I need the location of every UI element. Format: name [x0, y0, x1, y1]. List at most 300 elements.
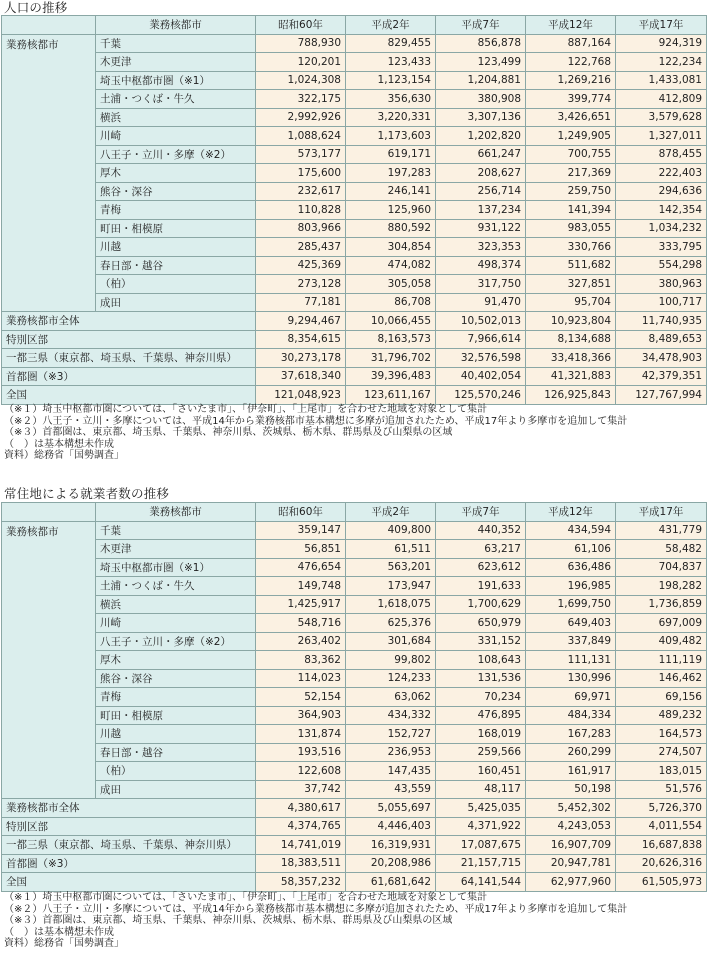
table-row — [2, 688, 707, 707]
value-cell: 704,837 — [616, 558, 707, 577]
value-cell: 17,087,675 — [436, 836, 526, 855]
table-row — [2, 90, 707, 109]
value-cell: 880,592 — [346, 219, 436, 238]
header-row — [2, 16, 707, 35]
value-cell: 440,352 — [436, 521, 526, 540]
header-cell: 業務核都市 — [96, 503, 256, 522]
header-cell: 平成2年 — [346, 503, 436, 522]
value-cell: 285,437 — [256, 238, 346, 257]
value-cell: 152,727 — [346, 725, 436, 744]
value-cell: 77,181 — [256, 293, 346, 312]
value-cell: 222,403 — [616, 164, 707, 183]
city-name: 土浦・つくば・牛久 — [96, 90, 256, 109]
value-cell: 983,055 — [526, 219, 616, 238]
city-name: 千葉 — [96, 521, 256, 540]
value-cell: 697,009 — [616, 614, 707, 633]
value-cell: 52,154 — [256, 688, 346, 707]
value-cell: 1,700,629 — [436, 595, 526, 614]
value-cell: 232,617 — [256, 182, 346, 201]
value-cell: 304,854 — [346, 238, 436, 257]
value-cell: 3,307,136 — [436, 108, 526, 127]
city-name: 千葉 — [96, 34, 256, 53]
value-cell: 337,849 — [526, 632, 616, 651]
table-row — [2, 201, 707, 220]
value-cell: 130,996 — [526, 669, 616, 688]
value-cell: 14,741,019 — [256, 836, 346, 855]
total-row — [2, 799, 707, 818]
value-cell: 91,470 — [436, 293, 526, 312]
value-cell: 32,576,598 — [436, 349, 526, 368]
city-name: 春日部・越谷 — [96, 256, 256, 275]
table-row — [2, 145, 707, 164]
value-cell: 294,636 — [616, 182, 707, 201]
value-cell: 16,907,709 — [526, 836, 616, 855]
value-cell: 141,394 — [526, 201, 616, 220]
value-cell: 167,283 — [526, 725, 616, 744]
value-cell: 208,627 — [436, 164, 526, 183]
city-name: 春日部・越谷 — [96, 743, 256, 762]
value-cell: 16,319,931 — [346, 836, 436, 855]
city-name: 川越 — [96, 238, 256, 257]
value-cell: 39,396,483 — [346, 367, 436, 386]
value-cell: 1,249,905 — [526, 127, 616, 146]
header-cell: 平成12年 — [526, 503, 616, 522]
value-cell: 56,851 — [256, 540, 346, 559]
value-cell: 122,608 — [256, 762, 346, 781]
city-name: 厚木 — [96, 164, 256, 183]
value-cell: 1,202,820 — [436, 127, 526, 146]
city-name: 川崎 — [96, 127, 256, 146]
value-cell: 3,579,628 — [616, 108, 707, 127]
total-row — [2, 836, 707, 855]
header-blank — [2, 16, 96, 35]
table-row — [2, 762, 707, 781]
footnote: （ ）は基本構想未作成 — [4, 438, 114, 450]
table-row — [2, 725, 707, 744]
table-row — [2, 34, 707, 53]
value-cell: 5,055,697 — [346, 799, 436, 818]
value-cell: 498,374 — [436, 256, 526, 275]
value-cell: 625,376 — [346, 614, 436, 633]
total-name: 全国 — [2, 873, 256, 892]
value-cell: 108,643 — [436, 651, 526, 670]
value-cell: 511,682 — [526, 256, 616, 275]
value-cell: 8,354,615 — [256, 330, 346, 349]
value-cell: 3,220,331 — [346, 108, 436, 127]
value-cell: 48,117 — [436, 780, 526, 799]
value-cell: 100,717 — [616, 293, 707, 312]
value-cell: 62,977,960 — [526, 873, 616, 892]
value-cell: 364,903 — [256, 706, 346, 725]
footnote: 資料）総務省「国勢調査」 — [4, 938, 124, 950]
value-cell: 7,966,614 — [436, 330, 526, 349]
value-cell: 111,119 — [616, 651, 707, 670]
value-cell: 20,626,316 — [616, 854, 707, 873]
value-cell: 173,947 — [346, 577, 436, 596]
value-cell: 661,247 — [436, 145, 526, 164]
employment-title: 常住地による就業者数の推移 — [4, 486, 170, 501]
total-name: 特別区部 — [2, 817, 256, 836]
value-cell: 18,383,511 — [256, 854, 346, 873]
table-row — [2, 632, 707, 651]
table-row — [2, 595, 707, 614]
value-cell: 327,851 — [526, 275, 616, 294]
value-cell: 260,299 — [526, 743, 616, 762]
value-cell: 50,198 — [526, 780, 616, 799]
city-name: 八王子・立川・多摩（※2） — [96, 145, 256, 164]
header-cell: 平成2年 — [346, 16, 436, 35]
value-cell: 137,234 — [436, 201, 526, 220]
value-cell: 263,402 — [256, 632, 346, 651]
value-cell: 563,201 — [346, 558, 436, 577]
value-cell: 1,269,216 — [526, 71, 616, 90]
value-cell: 856,878 — [436, 34, 526, 53]
value-cell: 120,201 — [256, 53, 346, 72]
value-cell: 61,681,642 — [346, 873, 436, 892]
value-cell: 1,204,881 — [436, 71, 526, 90]
value-cell: 63,062 — [346, 688, 436, 707]
header-cell: 平成12年 — [526, 16, 616, 35]
table-row — [2, 164, 707, 183]
value-cell: 409,800 — [346, 521, 436, 540]
city-name: 厚木 — [96, 651, 256, 670]
value-cell: 1,034,232 — [616, 219, 707, 238]
value-cell: 37,618,340 — [256, 367, 346, 386]
value-cell: 111,131 — [526, 651, 616, 670]
value-cell: 121,048,923 — [256, 386, 346, 405]
value-cell: 259,566 — [436, 743, 526, 762]
value-cell: 305,058 — [346, 275, 436, 294]
value-cell: 317,750 — [436, 275, 526, 294]
city-name: 青梅 — [96, 688, 256, 707]
value-cell: 95,704 — [526, 293, 616, 312]
value-cell: 649,403 — [526, 614, 616, 633]
value-cell: 69,971 — [526, 688, 616, 707]
group-label: 業務核都市 — [2, 34, 96, 312]
value-cell: 788,930 — [256, 34, 346, 53]
total-row — [2, 349, 707, 368]
value-cell: 4,380,617 — [256, 799, 346, 818]
value-cell: 58,357,232 — [256, 873, 346, 892]
value-cell: 924,319 — [616, 34, 707, 53]
city-name: （柏） — [96, 762, 256, 781]
total-row — [2, 854, 707, 873]
value-cell: 131,536 — [436, 669, 526, 688]
value-cell: 142,354 — [616, 201, 707, 220]
city-name: 土浦・つくば・牛久 — [96, 577, 256, 596]
value-cell: 99,802 — [346, 651, 436, 670]
total-row — [2, 817, 707, 836]
value-cell: 5,452,302 — [526, 799, 616, 818]
value-cell: 10,502,013 — [436, 312, 526, 331]
value-cell: 122,234 — [616, 53, 707, 72]
value-cell: 246,141 — [346, 182, 436, 201]
value-cell: 122,768 — [526, 53, 616, 72]
value-cell: 476,654 — [256, 558, 346, 577]
footnote: （※１）埼玉中枢都市圏については、「さいたま市」、「伊奈町」、「上尾市」を合わせた地域を対象として集計 — [4, 892, 488, 903]
value-cell: 175,600 — [256, 164, 346, 183]
table-row — [2, 127, 707, 146]
table-row — [2, 540, 707, 559]
value-cell: 259,750 — [526, 182, 616, 201]
value-cell: 61,106 — [526, 540, 616, 559]
value-cell: 191,633 — [436, 577, 526, 596]
total-name: 一都三県（東京都、埼玉県、千葉県、神奈川県） — [2, 349, 256, 368]
value-cell: 5,726,370 — [616, 799, 707, 818]
value-cell: 484,334 — [526, 706, 616, 725]
city-name: 町田・相模原 — [96, 219, 256, 238]
value-cell: 434,332 — [346, 706, 436, 725]
value-cell: 20,947,781 — [526, 854, 616, 873]
footnote: （※２）八王子・立川・多摩については、平成14年から業務核都市基本構想に多摩が追加されたため、平成17年より多摩市を追加して集計 — [4, 415, 628, 427]
value-cell: 489,232 — [616, 706, 707, 725]
value-cell: 878,455 — [616, 145, 707, 164]
value-cell: 20,208,986 — [346, 854, 436, 873]
city-name: 横浜 — [96, 595, 256, 614]
value-cell: 31,796,702 — [346, 349, 436, 368]
value-cell: 554,298 — [616, 256, 707, 275]
value-cell: 127,767,994 — [616, 386, 707, 405]
value-cell: 114,023 — [256, 669, 346, 688]
header-cell: 平成17年 — [616, 503, 707, 522]
value-cell: 619,171 — [346, 145, 436, 164]
value-cell: 2,992,926 — [256, 108, 346, 127]
population-notes — [4, 404, 627, 462]
value-cell: 409,482 — [616, 632, 707, 651]
header-cell: 平成7年 — [436, 16, 526, 35]
value-cell: 149,748 — [256, 577, 346, 596]
value-cell: 193,516 — [256, 743, 346, 762]
footnote: （※３）首都圏は、東京都、埼玉県、千葉県、神奈川県、茨城県、栃木県、群馬県及び山梨県の区域 — [4, 915, 453, 927]
header-cell: 昭和60年 — [256, 503, 346, 522]
value-cell: 40,402,054 — [436, 367, 526, 386]
city-name: 埼玉中枢都市圏（※1） — [96, 71, 256, 90]
value-cell: 330,766 — [526, 238, 616, 257]
value-cell: 331,152 — [436, 632, 526, 651]
table-row — [2, 651, 707, 670]
value-cell: 476,895 — [436, 706, 526, 725]
value-cell: 161,917 — [526, 762, 616, 781]
value-cell: 11,740,935 — [616, 312, 707, 331]
total-name: 一都三県（東京都、埼玉県、千葉県、神奈川県） — [2, 836, 256, 855]
group-label: 業務核都市 — [2, 521, 96, 799]
value-cell: 1,699,750 — [526, 595, 616, 614]
value-cell: 10,923,804 — [526, 312, 616, 331]
value-cell: 8,163,573 — [346, 330, 436, 349]
value-cell: 412,809 — [616, 90, 707, 109]
value-cell: 197,283 — [346, 164, 436, 183]
value-cell: 64,141,544 — [436, 873, 526, 892]
total-name: 業務核都市全体 — [2, 799, 256, 818]
city-name: 成田 — [96, 780, 256, 799]
value-cell: 4,243,053 — [526, 817, 616, 836]
header-cell: 昭和60年 — [256, 16, 346, 35]
header-cell: 業務核都市 — [96, 16, 256, 35]
value-cell: 931,122 — [436, 219, 526, 238]
value-cell: 4,011,554 — [616, 817, 707, 836]
table-row — [2, 743, 707, 762]
value-cell: 5,425,035 — [436, 799, 526, 818]
header-blank — [2, 503, 96, 522]
value-cell: 123,499 — [436, 53, 526, 72]
value-cell: 803,966 — [256, 219, 346, 238]
city-name: 熊谷・深谷 — [96, 182, 256, 201]
total-name: 業務核都市全体 — [2, 312, 256, 331]
value-cell: 1,618,075 — [346, 595, 436, 614]
employment-notes — [4, 892, 627, 950]
table-row — [2, 219, 707, 238]
footnote: （※３）首都圏は、東京都、埼玉県、千葉県、神奈川県、茨城県、栃木県、群馬県及び山梨県の区域 — [4, 427, 453, 439]
value-cell: 83,362 — [256, 651, 346, 670]
value-cell: 10,066,455 — [346, 312, 436, 331]
city-name: 川崎 — [96, 614, 256, 633]
value-cell: 63,217 — [436, 540, 526, 559]
total-name: 首都圏（※3） — [2, 854, 256, 873]
value-cell: 147,435 — [346, 762, 436, 781]
city-name: 町田・相模原 — [96, 706, 256, 725]
value-cell: 160,451 — [436, 762, 526, 781]
table-row — [2, 558, 707, 577]
value-cell: 37,742 — [256, 780, 346, 799]
total-row — [2, 367, 707, 386]
value-cell: 425,369 — [256, 256, 346, 275]
value-cell: 146,462 — [616, 669, 707, 688]
value-cell: 323,353 — [436, 238, 526, 257]
value-cell: 51,576 — [616, 780, 707, 799]
footnote: 資料）総務省「国勢調査」 — [4, 450, 124, 462]
total-name: 首都圏（※3） — [2, 367, 256, 386]
city-name: 木更津 — [96, 53, 256, 72]
value-cell: 164,573 — [616, 725, 707, 744]
value-cell: 1,173,603 — [346, 127, 436, 146]
value-cell: 42,379,351 — [616, 367, 707, 386]
value-cell: 1,024,308 — [256, 71, 346, 90]
value-cell: 69,156 — [616, 688, 707, 707]
city-name: （柏） — [96, 275, 256, 294]
value-cell: 274,507 — [616, 743, 707, 762]
value-cell: 4,374,765 — [256, 817, 346, 836]
value-cell: 887,164 — [526, 34, 616, 53]
city-name: 横浜 — [96, 108, 256, 127]
value-cell: 623,612 — [436, 558, 526, 577]
table-row — [2, 706, 707, 725]
value-cell: 322,175 — [256, 90, 346, 109]
value-cell: 168,019 — [436, 725, 526, 744]
value-cell: 301,684 — [346, 632, 436, 651]
footnote: （※２）八王子・立川・多摩については、平成14年から業務核都市基本構想に多摩が追加されたため、平成17年より多摩市を追加して集計 — [4, 903, 628, 915]
value-cell: 273,128 — [256, 275, 346, 294]
value-cell: 4,446,403 — [346, 817, 436, 836]
value-cell: 70,234 — [436, 688, 526, 707]
value-cell: 474,082 — [346, 256, 436, 275]
value-cell: 61,505,973 — [616, 873, 707, 892]
population-title: 人口の推移 — [4, 0, 68, 15]
table-row — [2, 53, 707, 72]
footnote: （※１）埼玉中枢都市圏については、「さいたま市」、「伊奈町」、「上尾市」を合わせた地域を対象として集計 — [4, 404, 488, 415]
table-row — [2, 669, 707, 688]
table-row — [2, 256, 707, 275]
value-cell: 123,611,167 — [346, 386, 436, 405]
value-cell: 126,925,843 — [526, 386, 616, 405]
value-cell: 548,716 — [256, 614, 346, 633]
value-cell: 21,157,715 — [436, 854, 526, 873]
total-row — [2, 873, 707, 892]
total-row — [2, 386, 707, 405]
value-cell: 4,371,922 — [436, 817, 526, 836]
city-name: 埼玉中枢都市圏（※1） — [96, 558, 256, 577]
employment-table — [1, 502, 707, 892]
value-cell: 217,369 — [526, 164, 616, 183]
value-cell: 1,088,624 — [256, 127, 346, 146]
value-cell: 110,828 — [256, 201, 346, 220]
header-cell: 平成7年 — [436, 503, 526, 522]
value-cell: 125,570,246 — [436, 386, 526, 405]
value-cell: 9,294,467 — [256, 312, 346, 331]
table-row — [2, 293, 707, 312]
table-row — [2, 238, 707, 257]
value-cell: 829,455 — [346, 34, 436, 53]
value-cell: 3,426,651 — [526, 108, 616, 127]
value-cell: 1,433,081 — [616, 71, 707, 90]
value-cell: 359,147 — [256, 521, 346, 540]
value-cell: 356,630 — [346, 90, 436, 109]
value-cell: 86,708 — [346, 293, 436, 312]
table-row — [2, 577, 707, 596]
value-cell: 431,779 — [616, 521, 707, 540]
value-cell: 399,774 — [526, 90, 616, 109]
value-cell: 256,714 — [436, 182, 526, 201]
value-cell: 380,963 — [616, 275, 707, 294]
value-cell: 33,418,366 — [526, 349, 616, 368]
total-name: 特別区部 — [2, 330, 256, 349]
table-row — [2, 71, 707, 90]
footnote: （ ）は基本構想未作成 — [4, 926, 114, 938]
value-cell: 236,953 — [346, 743, 436, 762]
table-row — [2, 108, 707, 127]
city-name: 川越 — [96, 725, 256, 744]
table-row — [2, 182, 707, 201]
value-cell: 1,327,011 — [616, 127, 707, 146]
value-cell: 58,482 — [616, 540, 707, 559]
value-cell: 700,755 — [526, 145, 616, 164]
value-cell: 573,177 — [256, 145, 346, 164]
total-row — [2, 312, 707, 331]
value-cell: 125,960 — [346, 201, 436, 220]
value-cell: 183,015 — [616, 762, 707, 781]
city-name: 熊谷・深谷 — [96, 669, 256, 688]
table-row — [2, 780, 707, 799]
value-cell: 131,874 — [256, 725, 346, 744]
value-cell: 61,511 — [346, 540, 436, 559]
value-cell: 650,979 — [436, 614, 526, 633]
table-row — [2, 614, 707, 633]
population-table — [1, 15, 707, 405]
city-name: 木更津 — [96, 540, 256, 559]
value-cell: 16,687,838 — [616, 836, 707, 855]
value-cell: 34,478,903 — [616, 349, 707, 368]
value-cell: 333,795 — [616, 238, 707, 257]
city-name: 八王子・立川・多摩（※2） — [96, 632, 256, 651]
city-name: 成田 — [96, 293, 256, 312]
value-cell: 636,486 — [526, 558, 616, 577]
header-cell: 平成17年 — [616, 16, 707, 35]
value-cell: 123,433 — [346, 53, 436, 72]
value-cell: 434,594 — [526, 521, 616, 540]
value-cell: 30,273,178 — [256, 349, 346, 368]
value-cell: 41,321,883 — [526, 367, 616, 386]
value-cell: 1,123,154 — [346, 71, 436, 90]
value-cell: 8,134,688 — [526, 330, 616, 349]
